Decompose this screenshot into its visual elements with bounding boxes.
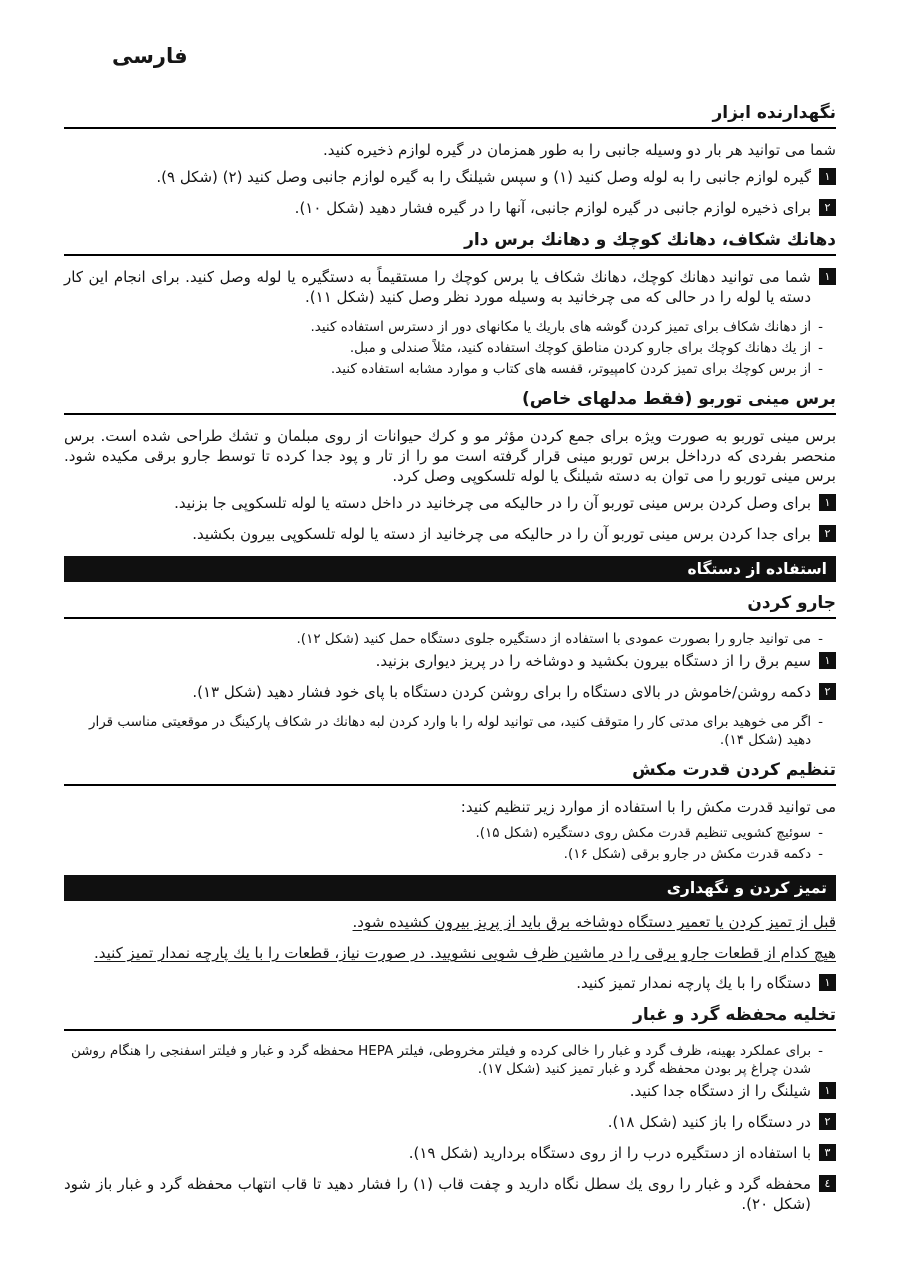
section-heading-text: تخلیه محفظه گرد و غبار — [633, 1005, 836, 1025]
numbered-step — [64, 198, 836, 218]
chapter-heading-bar — [64, 556, 836, 582]
section-heading-text: برس مینی توربو (فقط مدلهای خاص) — [521, 389, 836, 409]
language-title: فارسی — [112, 44, 188, 68]
bullet-text: از برس کوچك برای تمیز کردن کامپیوتر، قفسه های کتاب و موارد مشابه استفاده کنید. — [330, 361, 812, 377]
bullet-item — [64, 339, 836, 357]
dash-bullet: - — [818, 361, 823, 377]
numbered-step — [64, 524, 836, 544]
numbered-step — [64, 1081, 836, 1101]
bullet-text: اگر می خوهید برای مدتی کار را متوقف کنید، می توانید لوله را با وارد کردن لبه دهانك در شکاف پارکینگ در موقعیتی مناسب قرار دهید (شکل ۱۴). — [88, 714, 812, 748]
step-number-badge: ۲ — [819, 683, 836, 700]
numbered-step — [64, 1112, 836, 1132]
numbered-step — [64, 1174, 836, 1214]
bullet-text: دکمه قدرت مکش در جارو برقی (شکل ۱۶). — [563, 846, 812, 862]
bullet-text: برای عملکرد بهینه، ظرف گرد و غبار را خالی کرده و فیلتر مخروطی، فیلتر HEPA محفظه گرد و غبار و فیلتر اسفنجی را هنگام روشن شدن چراغ پر بودن محفظه گرد و غبار تمیز کنید (شکل ۱۷). — [70, 1043, 812, 1077]
numbered-step — [64, 167, 836, 187]
chapter-heading-text: استفاده از دستگاه — [687, 560, 827, 578]
paragraph: برس مینی توربو به صورت ویژه برای جمع کردن مؤثر مو و کرك حیوانات از روی مبلمان و تشك طراحی شده است. برس منحصر بفردی که درداخل برس توربو مینی قرار گرفته است مو را از تار و پود جدا کرده تا توسط جارو برقی مکیده شود. برس مینی توربو را می توان به دسته شیلنگ یا لوله تلسکوپی وصل کرد. — [64, 427, 836, 485]
chapter-heading-bar — [64, 875, 836, 901]
section-heading — [64, 1004, 836, 1031]
step-text: گیره لوازم جانبی را به لوله وصل کنید (۱) و سپس شیلنگ را به گیره لوازم جانبی وصل کنید (۲) (شکل ۹). — [156, 168, 811, 186]
step-number-badge: ۱ — [819, 168, 836, 185]
numbered-step — [64, 651, 836, 671]
bullet-text: سوئیچ کشویی تنظیم قدرت مکش روی دستگیره (شکل ۱۵). — [475, 825, 812, 841]
step-number-badge: ۲ — [819, 525, 836, 542]
section-heading — [64, 229, 836, 256]
dash-bullet: - — [818, 714, 823, 730]
step-text: دستگاه را با یك پارچه نمدار تمیز کنید. — [576, 974, 811, 992]
bullet-item — [64, 824, 836, 842]
numbered-step — [64, 973, 836, 993]
section-heading-text: جارو کردن — [747, 593, 836, 613]
numbered-step — [64, 267, 836, 307]
bullet-item — [64, 318, 836, 336]
section-heading-text: دهانك شكاف، دهانك كوچك و دهانك برس دار — [464, 230, 836, 250]
step-text: برای وصل کردن برس مینی توربو آن را در حالیکه می چرخانید در داخل دسته یا لوله تلسکوپی جا بزنید. — [174, 494, 811, 512]
dash-bullet: - — [818, 340, 823, 356]
section-heading — [64, 592, 836, 619]
bullet-item — [64, 713, 836, 749]
bullet-item — [64, 845, 836, 863]
dash-bullet: - — [818, 825, 823, 841]
step-number-badge: ۲ — [819, 199, 836, 216]
chapter-heading-text: تمیز کردن و نگهداری — [666, 879, 827, 897]
step-text: شیلنگ را از دستگاه جدا کنید. — [629, 1082, 811, 1100]
paragraph: می توانید قدرت مکش را با استفاده از موارد زیر تنظیم کنید: — [460, 798, 836, 816]
step-text: سیم برق را از دستگاه بیرون بکشید و دوشاخه را در پریز دیواری بزنید. — [375, 652, 811, 670]
step-number-badge: ۱ — [819, 974, 836, 991]
dash-bullet: - — [818, 846, 823, 862]
step-number-badge: ۱ — [819, 268, 836, 285]
step-number-badge: ۲ — [819, 1113, 836, 1130]
section-heading-text: تنظیم کردن قدرت مکش — [632, 760, 836, 780]
section-heading — [64, 759, 836, 786]
step-text: با استفاده از دستگیره درب را از روی دستگاه بردارید (شکل ۱۹). — [408, 1144, 811, 1162]
step-number-badge: ۱ — [819, 1082, 836, 1099]
bullet-text: از یك دهانك کوچك برای جارو کردن مناطق کوچك استفاده کنید، مثلاً صندلی و مبل. — [349, 340, 812, 356]
bullet-item — [64, 1042, 836, 1078]
section-heading — [64, 102, 836, 129]
step-text: محفظه گرد و غبار را روی یك سطل نگاه دارید و چفت قاب (۱) را فشار دهید تا قاب انتهاب محفظه گرد و غبار باز شود (شکل ۲۰). — [64, 1175, 811, 1213]
bullet-text: می توانید جارو را بصورت عمودی با استفاده از دستگیره جلوی دستگاه حمل کنید (شکل ۱۲). — [296, 631, 812, 647]
step-number-badge: ۳ — [819, 1144, 836, 1161]
step-text: برای جدا کردن برس مینی توربو آن را در حالیکه می چرخانید از دسته یا لوله تلسکوپی بیرون بکشید. — [192, 525, 811, 543]
manual-content — [64, 102, 836, 1214]
step-text: برای ذخیره لوازم جانبی در گیره لوازم جانبی، آنها را در گیره فشار دهید (شکل ۱۰). — [294, 199, 811, 217]
section-heading — [64, 388, 836, 415]
section-heading-text: نگهدارنده ابزار — [712, 103, 836, 123]
warning-text: قبل از تمیز کردن یا تعمیر دستگاه دوشاخه برق باید از پریز بیرون کشیده شود. — [352, 913, 836, 931]
bullet-text: از دهانك شکاف برای تمیز کردن گوشه های باریك یا مکانهای دور از دسترس استفاده کنید. — [310, 319, 812, 335]
step-number-badge: ٤ — [819, 1175, 836, 1192]
warning-text: هیچ کدام از قطعات جارو برقی را در ماشین ظرف شویی نشویید. در صورت نیاز، قطعات را با یك پارچه نمدار تمیز کنید. — [93, 944, 836, 962]
numbered-step — [64, 682, 836, 702]
step-text: در دستگاه را باز کنید (شکل ۱۸). — [607, 1113, 811, 1131]
bullet-item — [64, 630, 836, 648]
paragraph: شما می توانید هر بار دو وسیله جانبی را به طور همزمان در گیره لوازم ذخیره کنید. — [322, 141, 836, 159]
numbered-step — [64, 493, 836, 513]
step-text: شما می توانید دهانك کوچك، دهانك شکاف یا برس کوچك را مستقیماً به دستگیره یا لوله وصل کنید. برای انجام این کار دسته یا لوله را در حالی که می چرخانید به وسیله مورد نظر وصل کنید (شکل ۱۱). — [64, 268, 811, 306]
step-text: دکمه روشن/خاموش در بالای دستگاه را برای روشن کردن دستگاه با پای خود فشار دهید (شکل ۱۳). — [192, 683, 811, 701]
numbered-step — [64, 1143, 836, 1163]
step-number-badge: ۱ — [819, 494, 836, 511]
dash-bullet: - — [818, 319, 823, 335]
dash-bullet: - — [818, 1043, 823, 1059]
step-number-badge: ۱ — [819, 652, 836, 669]
bullet-item — [64, 360, 836, 378]
dash-bullet: - — [818, 631, 823, 647]
